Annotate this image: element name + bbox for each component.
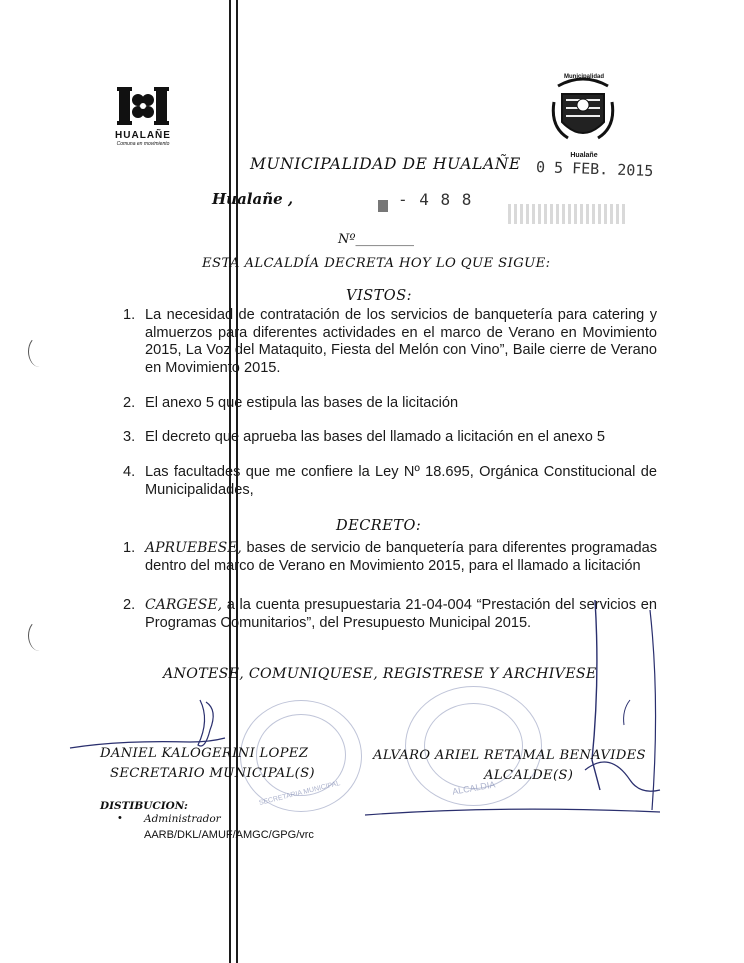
decree-number: - 4 8 8 xyxy=(398,190,473,209)
decreto-item-1 xyxy=(145,540,657,575)
distribution-label: DISTIBUCION: xyxy=(100,800,188,812)
distribution-item: Administrador xyxy=(144,813,221,825)
signature-alcalde xyxy=(360,590,670,820)
municipal-seal xyxy=(548,72,618,164)
stamp-mark xyxy=(378,200,388,212)
vistos-item-1: La necesidad de contratación de los servicios de banquetería para catering y almuerzos para diferentes actividades en el marco de Verano en Movimiento 2015, La Voz del Mataquito, Fiesta del Melón con Vino”, Baile cierre de Verano en Movimiento 2015. xyxy=(145,307,657,376)
punch-hole-mark xyxy=(28,620,51,651)
vistos-item-3: El decreto que aprueba las bases del llamado a licitación en el anexo 5 xyxy=(145,429,606,445)
decreto-item-lead: CARGESE, xyxy=(145,597,223,613)
number-label: Nº_________ xyxy=(338,232,414,247)
secretaria-stamp-text: SECRETARIA MUNICIPAL xyxy=(258,780,341,807)
list-item-number: 2. xyxy=(123,395,136,411)
hualane-logo-icon xyxy=(115,85,171,127)
logo-name: HUALAÑE xyxy=(115,130,171,141)
list-item-number: 3. xyxy=(123,429,136,445)
document-title: MUNICIPALIDAD DE HUALAÑE xyxy=(250,155,521,173)
vistos-heading: VISTOS: xyxy=(346,288,413,304)
decree-intro: ESTA ALCALDÍA DECRETA HOY LO QUE SIGUE: xyxy=(202,256,551,271)
vistos-item-2: El anexo 5 que estipula las bases de la licitación xyxy=(145,395,459,411)
list-item-number: 1. xyxy=(123,540,136,556)
date-stamp: 0 5 FEB. 2015 xyxy=(535,157,654,181)
municipal-logo xyxy=(108,85,178,147)
distribution-bullet: • xyxy=(118,812,122,824)
list-item-number: 1. xyxy=(123,307,136,323)
decreto-item-text: bases de servicio de banquetería para diferentes programadas dentro del marco de Verano en Movimiento 2015, para el llamado a licitación xyxy=(145,540,657,574)
alcalde-title: ALCALDE(S) xyxy=(484,768,574,783)
seal-top-text: Municipalidad xyxy=(563,74,604,80)
distribution-initials: AARB/DKL/AMUF/AMGC/GPG/vrc xyxy=(144,829,314,841)
alcalde-name: ALVARO ARIEL RETAMAL BENAVIDES xyxy=(373,748,646,763)
list-item-number: 2. xyxy=(123,597,136,613)
decreto-item-text: a la cuenta presupuestaria 21-04-004 “Prestación del servicios en Programas Comunitarios”, del Presupuesto Municipal 2015. xyxy=(145,597,657,631)
logo-slogan: Comuna en movimiento xyxy=(116,141,170,147)
decreto-heading: DECRETO: xyxy=(336,518,422,534)
place-line: Hualañe , xyxy=(212,190,294,208)
faded-date-stamp xyxy=(508,204,628,224)
vistos-item-4: Las facultades que me confiere la Ley Nº 18.695, Orgánica Constitucional de Municipalidades, xyxy=(145,464,657,498)
secretario-title: SECRETARIO MUNICIPAL(S) xyxy=(110,766,315,781)
decreto-item-lead: APRUEBESE, xyxy=(145,540,242,556)
closing-line: ANOTESE, COMUNIQUESE, REGISTRESE Y ARCHIVESE xyxy=(163,666,597,682)
secretario-name: DANIEL KALOGERINI LOPEZ xyxy=(100,746,309,761)
list-item-number: 4. xyxy=(123,464,136,480)
coat-of-arms-icon xyxy=(548,72,618,152)
alcaldia-stamp-text: ALCALDIA xyxy=(451,779,497,797)
seal-bottom-text: Hualañe xyxy=(570,152,598,159)
punch-hole-mark xyxy=(28,336,51,367)
